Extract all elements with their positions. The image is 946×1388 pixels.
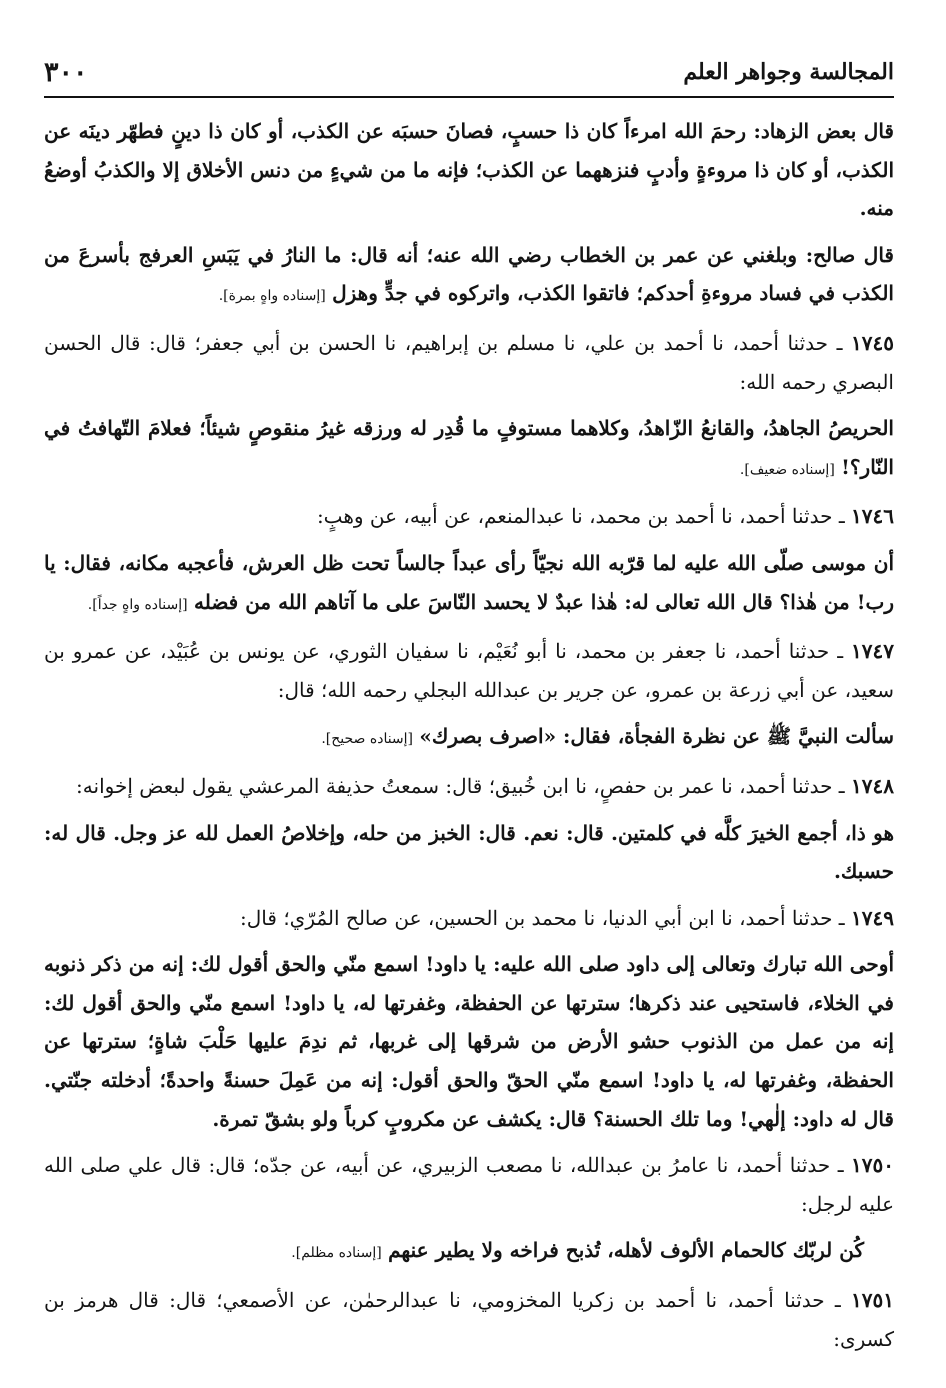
isnad-text: ـ حدثنا أحمد، نا عمر بن حفصٍ، نا ابن خُبيق؛ قال: سمعتُ حذيفة المرعشي يقول لبعض إخوانه:	[76, 773, 845, 798]
isnad-text: ـ حدثنا أحمد، نا أحمد بن علي، نا مسلم بن إبراهيم، نا الحسن بن أبي جعفر؛ قال: قال الحسن البصري رحمه الله:	[44, 330, 894, 394]
page-body	[44, 112, 894, 1366]
quote-paragraph	[44, 236, 894, 316]
isnad-text: ـ حدثنا أحمد، نا أحمد بن زكريا المخزومي، نا عبدالرحمٰن، عن الأصمعي؛ قال: قال هرمز بن كسرى:	[44, 1288, 894, 1351]
hadith-chain-paragraph	[44, 497, 894, 536]
hadith-chain-paragraph	[44, 1281, 894, 1358]
isnad-grade-note: [إسناده صحيح].	[321, 731, 414, 748]
isnad-text: ـ حدثنا أحمد، نا عامرُ بن عبدالله، نا مصعب الزبيري، عن أبيه، عن جدّه؛ قال: قال علي صلى الله عليه لرجل:	[44, 1153, 894, 1216]
isnad-text: ـ حدثنا أحمد، نا أحمد بن محمد، نا عبدالمنعم، عن أبيه، عن وهبٍ:	[316, 504, 845, 529]
isnad-grade-note: [إسناده واهٍ بمرة].	[218, 288, 326, 305]
quote-paragraph	[44, 1231, 894, 1273]
entry-number: ١٧٥١	[851, 1288, 894, 1313]
quote-text: الحريصُ الجاهدُ، والقانعُ الزّاهدُ، وكلاهما مستوفٍ ما قُدِر له ورزقه غيرُ منقوصٍ شيئاً؛ فعلامَ التّهافتُ في النّار؟!	[44, 416, 894, 479]
quote-paragraph	[44, 814, 894, 891]
isnad-text: ـ حدثنا أحمد، نا ابن أبي الدنيا، نا محمد بن الحسين، عن صالح المُرّي؛ قال:	[240, 905, 845, 930]
book-title: المجالسة وجواهر العلم	[683, 59, 894, 85]
isnad-grade-note: [إسناده واهٍ جداً].	[87, 596, 188, 613]
entry-number: ١٧٤٩	[851, 905, 894, 930]
quote-text: قال بعض الزهاد: رحمَ الله امرءاً كان ذا حسبٍ، فصانَ حسبَه عن الكذب، أو كان ذا دينٍ فطهّر دينَه عن الكذب، أو كان ذا مروءةٍ وأدبٍ فنزههما عن الكذب؛ فإنه ما من شيءٍ من دنس الأخلاق إلا والكذبُ أوضعُ منه.	[44, 119, 894, 221]
quote-text: سألت النبيَّ ﷺ عن نظرة الفجأة، فقال: «اصرف بصرك»	[419, 724, 894, 749]
hadith-chain-paragraph	[44, 324, 894, 401]
quote-text: أن موسى صلّى الله عليه لما قرّبه الله نجيّاً رأى عبداً جالساً تحت ظل العرش، فأعجبه مكانه، فقال: يا رب! من هٰذا؟ قال الله تعالى له: هٰذا عبدٌ لا يحسد النّاسَ على ما آتاهم الله من فضله	[44, 550, 894, 614]
isnad-grade-note: [إسناده ضعيف].	[739, 461, 835, 478]
entry-number: ١٧٤٥	[851, 330, 894, 355]
quote-text: أوحى الله تبارك وتعالى إلى داود صلى الله عليه: يا داود! اسمع منّي والحق أقول لك: إنه من ذكر ذنوبه في الخلاء، فاستحيى عند ذكرها؛ سترتها عن الحفظة، وغفرتها له، يا داود! اسمع منّي والحق أقول لك: إنه من عمل من الذنوب حشو الأرض من شرقها إلى غربها، ثم ندِمَ عليها حَلْبَ شاةٍ؛ سترتها عن الحفظة، وغفرتها له، يا داود! اسمع منّي الحقّ والحق أقول: إنه من عَمِلَ حسنةً واحدةً؛ أدخلته جنّتي. قال له داود: إلٰهي! وما تلك الحسنة؟ قال: يكشف عن مكروبٍ كرباً ولو بشقّ تمرة.	[44, 952, 894, 1131]
hadith-chain-paragraph	[44, 899, 894, 938]
hadith-chain-paragraph	[44, 632, 894, 709]
page-header	[44, 50, 894, 94]
quote-paragraph	[44, 409, 894, 489]
entry-number: ١٧٥٠	[851, 1153, 894, 1178]
page-number: ٣٠٠	[44, 56, 88, 88]
quote-paragraph	[44, 544, 894, 624]
quote-paragraph	[44, 717, 894, 759]
hadith-chain-paragraph	[44, 767, 894, 806]
isnad-grade-note: [إسناده مظلم].	[291, 1245, 382, 1262]
entry-number: ١٧٤٧	[851, 639, 895, 664]
hadith-chain-paragraph	[44, 1146, 894, 1223]
quote-text: كُن لربّك كالحمام الألوف لأهله، تُذبح فراخه ولا يطير عنهم	[388, 1238, 864, 1263]
quote-paragraph	[44, 112, 894, 228]
quote-text: هو ذا، أجمع الخيرَ كلَّه في كلمتين. قال: نعم. قال: الخبز من حله، وإخلاصُ العمل لله عز وجل. قال له: حسبك.	[44, 820, 894, 884]
quote-text: قال صالح: وبلغني عن عمر بن الخطاب رضي الله عنه؛ أنه قال: ما النارُ في يَبَسِ العرفج بأسرعَ من الكذب في فساد مروءةِ أحدكم؛ فاتقوا الكذب، واتركوه في جدٍّ وهزل	[44, 242, 894, 306]
quote-paragraph	[44, 945, 894, 1138]
entry-number: ١٧٤٦	[851, 504, 894, 529]
header-rule	[44, 96, 894, 98]
isnad-text: ـ حدثنا أحمد، نا جعفر بن محمد، نا أبو نُعَيْم، نا سفيان الثوري، عن يونس بن عُبَيْد، عن عمرو بن سعيد، عن أبي زرعة بن عمرو، عن جرير بن عبدالله البجلي رحمه الله؛ قال:	[44, 639, 894, 702]
entry-number: ١٧٤٨	[851, 773, 894, 798]
